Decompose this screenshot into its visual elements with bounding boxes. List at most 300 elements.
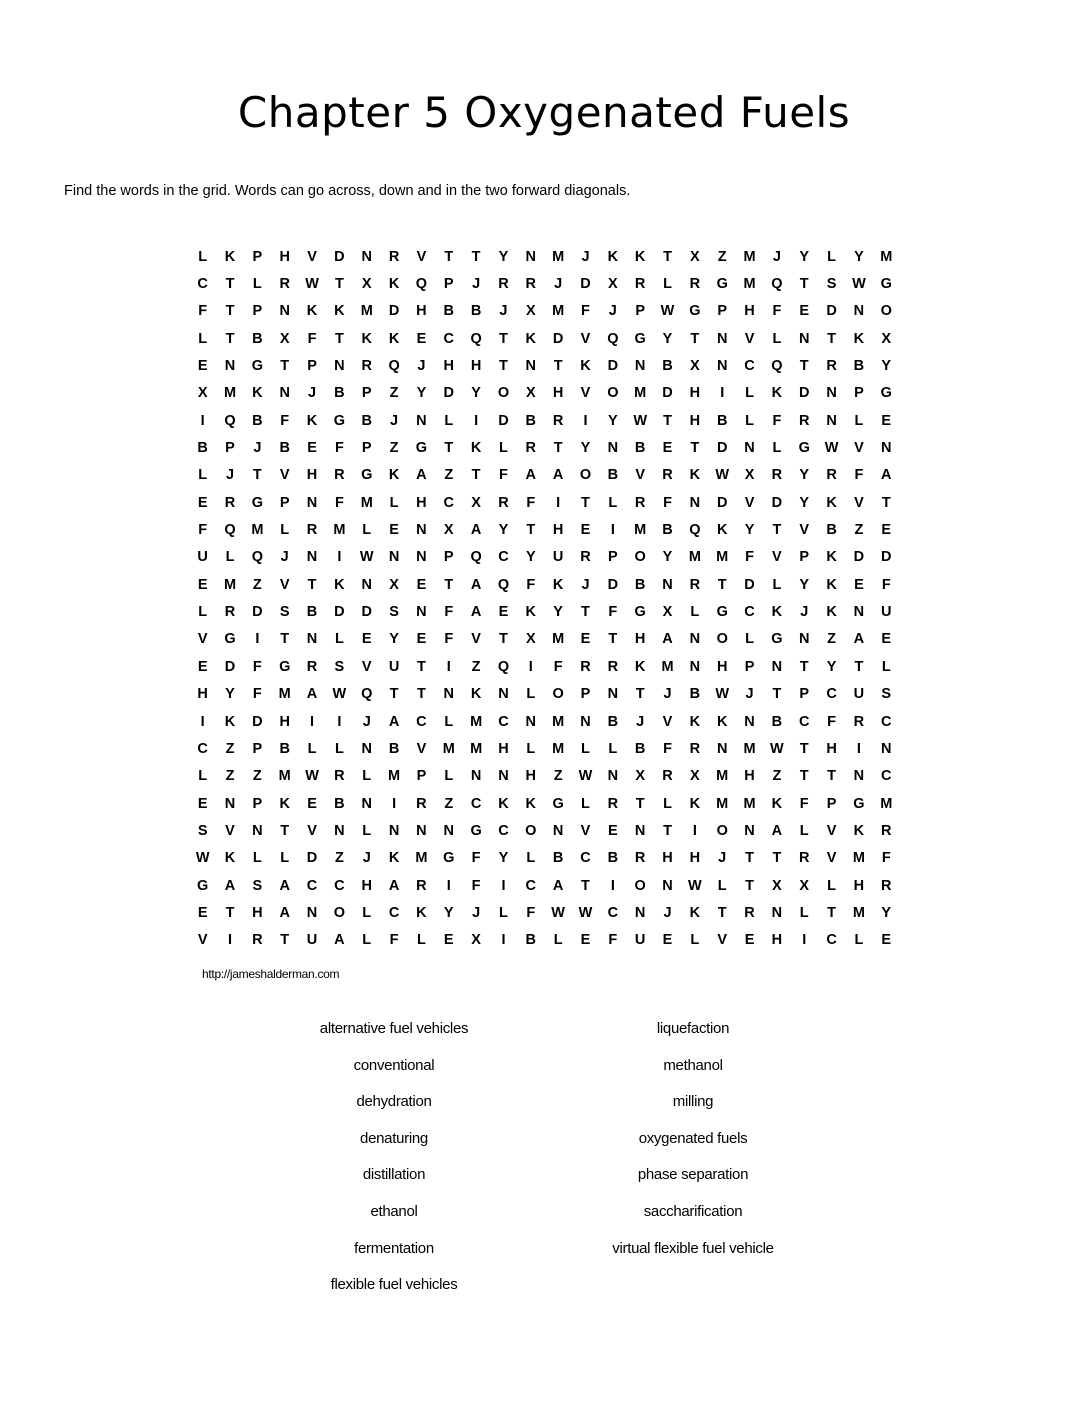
grid-letter: O <box>607 385 619 402</box>
grid-letter: C <box>470 795 482 812</box>
grid-row <box>189 626 900 653</box>
grid-letter: N <box>443 686 454 703</box>
grid-letter: N <box>525 248 537 265</box>
grid-letter: A <box>853 631 865 648</box>
grid-letter: F <box>444 631 454 648</box>
grid-letter: R <box>826 358 837 375</box>
grid-letter: M <box>223 385 237 402</box>
grid-letter: E <box>498 604 509 621</box>
grid-letter: T <box>690 440 700 457</box>
grid-letter: N <box>716 330 728 347</box>
grid-letter: K <box>498 795 509 812</box>
grid-letter: G <box>771 631 783 648</box>
grid-letter: N <box>252 822 263 839</box>
grid-letter: N <box>689 631 701 648</box>
grid-letter: F <box>663 494 672 511</box>
grid-letter: N <box>306 494 318 511</box>
grid-letter: O <box>552 686 564 703</box>
grid-letter: L <box>444 713 454 730</box>
grid-letter: C <box>744 358 755 375</box>
grid-letter: N <box>334 358 345 375</box>
grid-letter: C <box>388 904 400 921</box>
grid-letter: L <box>499 904 508 921</box>
grid-letter: E <box>389 522 399 539</box>
grid-letter: T <box>225 303 235 320</box>
grid-letter: Y <box>498 248 509 265</box>
grid-letter: L <box>745 385 754 402</box>
grid-letter: E <box>416 631 427 648</box>
grid-letter: M <box>470 713 483 730</box>
grid-letter: N <box>881 440 892 457</box>
grid-letter: V <box>854 440 864 457</box>
grid-letter: L <box>745 412 754 429</box>
grid-letter: L <box>772 330 782 347</box>
grid-letter: E <box>197 494 208 511</box>
grid-letter: T <box>799 768 809 785</box>
grid-letter: K <box>853 330 865 347</box>
grid-letter: G <box>470 822 482 839</box>
grid-letter: X <box>744 467 755 484</box>
grid-letter: M <box>852 850 865 867</box>
grid-letter: D <box>334 248 345 265</box>
grid-letter: R <box>334 768 345 785</box>
grid-letter: H <box>416 303 427 320</box>
grid-letter: L <box>198 248 208 265</box>
grid-letter: H <box>443 358 454 375</box>
grid-letter: N <box>798 631 810 648</box>
grid-letter: T <box>799 276 809 293</box>
grid-letter: D <box>716 440 728 457</box>
grid-letter: F <box>198 303 208 320</box>
grid-letter: N <box>634 358 646 375</box>
grid-letter: N <box>634 904 646 921</box>
grid-letter: Y <box>416 385 427 402</box>
grid-letter: S <box>279 604 290 621</box>
grid-letter: J <box>800 604 809 621</box>
grid-letter: X <box>772 877 782 894</box>
grid-letter: J <box>390 412 399 429</box>
grid-letter: G <box>251 358 263 375</box>
grid-row <box>189 516 900 543</box>
grid-letter: S <box>252 877 263 894</box>
grid-letter: V <box>197 932 208 949</box>
grid-letter: X <box>690 768 700 785</box>
grid-letter: F <box>444 604 454 621</box>
grid-letter: X <box>389 576 399 593</box>
grid-letter: D <box>826 303 837 320</box>
grid-letter: D <box>443 385 454 402</box>
grid-letter: B <box>552 850 564 867</box>
grid-letter: F <box>471 850 481 867</box>
grid-letter: V <box>662 713 673 730</box>
grid-letter: U <box>306 932 318 949</box>
grid-letter: K <box>306 303 318 320</box>
grid-letter: F <box>663 740 672 757</box>
grid-letter: N <box>853 303 865 320</box>
grid-letter: Z <box>854 522 864 539</box>
grid-letter: P <box>799 686 810 703</box>
grid-letter: T <box>745 850 754 867</box>
grid-letter: K <box>416 904 427 921</box>
grid-letter: L <box>772 440 782 457</box>
grid-letter: I <box>200 412 205 429</box>
grid-letter: P <box>252 248 263 265</box>
grid-letter: F <box>252 658 262 675</box>
grid-letter: C <box>197 740 208 757</box>
grid-letter: V <box>307 822 317 839</box>
grid-letter: X <box>279 330 290 347</box>
grid-row <box>189 462 900 489</box>
grid-letter: K <box>826 576 837 593</box>
grid-letter: L <box>799 904 809 921</box>
grid-letter: K <box>634 248 646 265</box>
grid-letter: G <box>415 440 428 457</box>
grid-letter: V <box>416 248 427 265</box>
grid-letter: P <box>225 440 235 457</box>
grid-letter: G <box>361 467 373 484</box>
grid-letter: R <box>798 412 810 429</box>
grid-letter: M <box>251 522 264 539</box>
grid-letter: N <box>798 330 810 347</box>
grid-letter: T <box>717 904 727 921</box>
grid-letter: K <box>224 850 236 867</box>
grid-letter: M <box>716 768 729 785</box>
grid-letter: R <box>662 467 673 484</box>
grid-letter: G <box>716 276 728 293</box>
grid-letter: P <box>607 549 618 566</box>
grid-letter: T <box>663 248 672 265</box>
grid-letter: L <box>198 467 208 484</box>
grid-letter: R <box>634 850 646 867</box>
grid-letter: E <box>580 522 591 539</box>
grid-letter: J <box>636 713 645 730</box>
grid-letter: X <box>525 303 536 320</box>
grid-row <box>189 845 900 872</box>
grid-letter: L <box>526 740 536 757</box>
grid-letter: X <box>443 522 454 539</box>
grid-letter: D <box>853 549 865 566</box>
grid-letter: K <box>388 330 400 347</box>
word-list-item: distillation <box>362 1166 426 1184</box>
grid-letter: Z <box>252 576 262 593</box>
grid-letter: K <box>634 658 646 675</box>
grid-letter: C <box>443 330 454 347</box>
grid-letter: P <box>717 303 728 320</box>
grid-letter: F <box>526 904 536 921</box>
grid-letter: V <box>361 658 372 675</box>
grid-letter: Q <box>771 358 783 375</box>
grid-letter: F <box>608 932 618 949</box>
word-list-item: milling <box>672 1093 714 1111</box>
grid-letter: L <box>827 248 836 265</box>
word-list-item: conventional <box>353 1056 435 1074</box>
grid-letter: L <box>334 631 344 648</box>
word-search-grid <box>189 243 900 954</box>
grid-letter: N <box>716 740 728 757</box>
grid-letter: C <box>498 713 509 730</box>
grid-letter: T <box>471 467 481 484</box>
grid-letter: Y <box>525 549 536 566</box>
grid-letter: G <box>798 440 810 457</box>
grid-letter: R <box>881 822 892 839</box>
grid-letter: B <box>634 440 646 457</box>
grid-letter: G <box>634 604 646 621</box>
grid-letter: D <box>552 330 564 347</box>
grid-letter: H <box>197 686 208 703</box>
grid-letter: L <box>198 604 208 621</box>
grid-letter: K <box>306 412 318 429</box>
grid-letter: D <box>771 494 783 511</box>
grid-letter: K <box>716 522 728 539</box>
grid-letter: Q <box>224 412 236 429</box>
grid-letter: T <box>581 604 590 621</box>
grid-letter: M <box>716 795 729 812</box>
grid-letter: N <box>744 713 755 730</box>
grid-letter: X <box>525 631 536 648</box>
grid-letter: B <box>826 522 837 539</box>
grid-letter: P <box>580 686 591 703</box>
grid-letter: H <box>689 412 701 429</box>
grid-letter: Y <box>662 549 673 566</box>
grid-letter: W <box>852 276 866 293</box>
grid-letter: F <box>198 522 208 539</box>
grid-letter: Q <box>607 330 619 347</box>
grid-letter: E <box>607 822 618 839</box>
grid-letter: T <box>772 850 782 867</box>
grid-letter: R <box>498 276 509 293</box>
grid-letter: Y <box>881 358 892 375</box>
grid-letter: T <box>581 494 590 511</box>
grid-letter: K <box>771 385 783 402</box>
grid-letter: B <box>525 932 537 949</box>
grid-letter: K <box>716 713 728 730</box>
grid-letter: N <box>279 385 290 402</box>
grid-letter: N <box>416 604 427 621</box>
grid-letter: T <box>799 658 809 675</box>
grid-letter: V <box>799 522 810 539</box>
grid-letter: V <box>635 467 645 484</box>
grid-letter: M <box>278 768 291 785</box>
grid-letter: H <box>416 494 427 511</box>
grid-letter: L <box>663 795 672 812</box>
grid-letter: V <box>279 576 290 593</box>
grid-letter: E <box>799 303 810 320</box>
grid-letter: N <box>744 440 755 457</box>
grid-letter: J <box>280 549 289 566</box>
grid-letter: I <box>255 631 260 648</box>
grid-letter: T <box>307 576 317 593</box>
grid-letter: R <box>224 604 236 621</box>
grid-letter: X <box>799 877 810 894</box>
grid-letter: Q <box>497 576 510 593</box>
grid-letter: T <box>416 658 426 675</box>
grid-letter: E <box>881 522 892 539</box>
grid-letter: T <box>526 522 536 539</box>
grid-letter: L <box>416 932 426 949</box>
grid-letter: S <box>197 822 208 839</box>
grid-letter: A <box>416 467 427 484</box>
grid-letter: X <box>525 385 536 402</box>
grid-letter: B <box>607 850 619 867</box>
grid-letter: B <box>853 358 865 375</box>
grid-letter: C <box>197 276 208 293</box>
grid-letter: L <box>444 768 454 785</box>
grid-letter: T <box>745 877 754 894</box>
grid-letter: N <box>853 604 865 621</box>
grid-letter: F <box>854 467 864 484</box>
grid-letter: K <box>771 795 783 812</box>
grid-row <box>189 270 900 297</box>
grid-row <box>189 708 900 735</box>
grid-letter: C <box>580 850 591 867</box>
grid-letter: V <box>225 822 235 839</box>
grid-letter: D <box>798 385 810 402</box>
grid-letter: E <box>443 932 454 949</box>
grid-letter: B <box>388 740 400 757</box>
grid-letter: T <box>690 330 700 347</box>
grid-letter: J <box>308 385 317 402</box>
grid-letter: H <box>552 385 564 402</box>
grid-letter: R <box>552 412 564 429</box>
grid-letter: T <box>280 358 290 375</box>
grid-letter: H <box>716 658 728 675</box>
grid-letter: N <box>334 822 345 839</box>
grid-letter: N <box>662 576 673 593</box>
grid-letter: F <box>526 494 536 511</box>
grid-letter: C <box>334 877 345 894</box>
grid-letter: N <box>552 822 564 839</box>
grid-letter: W <box>195 850 210 867</box>
grid-letter: R <box>334 467 345 484</box>
grid-letter: L <box>553 932 563 949</box>
grid-letter: I <box>337 713 342 730</box>
grid-letter: R <box>388 248 400 265</box>
grid-row <box>189 790 900 817</box>
grid-letter: N <box>525 358 537 375</box>
grid-letter: N <box>716 358 728 375</box>
grid-letter: L <box>690 932 700 949</box>
grid-letter: A <box>662 631 673 648</box>
grid-row <box>189 352 900 379</box>
grid-letter: T <box>416 686 426 703</box>
grid-letter: Q <box>361 686 373 703</box>
grid-letter: K <box>279 795 290 812</box>
grid-letter: V <box>580 330 591 347</box>
grid-letter: G <box>716 604 728 621</box>
grid-letter: E <box>307 795 317 812</box>
grid-letter: H <box>306 467 318 484</box>
word-list-item: flexible fuel vehicles <box>330 1276 458 1294</box>
grid-letter: P <box>826 795 837 812</box>
word-list-right <box>543 1020 843 1276</box>
grid-letter: H <box>470 358 482 375</box>
grid-letter: P <box>307 358 317 375</box>
grid-letter: K <box>525 330 537 347</box>
grid-letter: W <box>578 768 593 785</box>
grid-letter: H <box>252 904 263 921</box>
grid-letter: T <box>581 877 590 894</box>
grid-letter: C <box>826 686 837 703</box>
grid-letter: D <box>334 604 345 621</box>
grid-letter: K <box>224 713 236 730</box>
grid-letter: E <box>662 440 673 457</box>
grid-letter: K <box>388 467 400 484</box>
grid-letter: R <box>525 440 537 457</box>
grid-letter: D <box>388 303 400 320</box>
grid-letter: N <box>224 358 236 375</box>
grid-letter: A <box>470 604 482 621</box>
page-title: Chapter 5 Oxygenated Fuels <box>237 88 851 137</box>
grid-letter: G <box>251 494 263 511</box>
grid-letter: B <box>607 467 619 484</box>
grid-letter: Z <box>553 768 563 785</box>
grid-letter: R <box>607 658 619 675</box>
grid-letter: N <box>306 631 318 648</box>
grid-letter: J <box>417 358 426 375</box>
grid-letter: R <box>580 549 591 566</box>
grid-letter: K <box>689 904 701 921</box>
grid-letter: I <box>802 932 807 949</box>
grid-row <box>189 298 900 325</box>
grid-letter: M <box>880 248 893 265</box>
grid-letter: G <box>880 276 892 293</box>
grid-row <box>189 872 900 899</box>
grid-letter: V <box>580 822 591 839</box>
grid-letter: R <box>689 740 701 757</box>
grid-letter: W <box>715 467 730 484</box>
grid-letter: M <box>360 303 373 320</box>
grid-letter: W <box>305 768 319 785</box>
grid-letter: P <box>252 303 263 320</box>
grid-letter: W <box>332 686 347 703</box>
grid-letter: F <box>471 877 481 894</box>
grid-letter: I <box>610 522 615 539</box>
grid-letter: I <box>692 822 697 839</box>
grid-letter: E <box>361 631 372 648</box>
grid-letter: T <box>252 467 262 484</box>
grid-letter: F <box>334 494 344 511</box>
grid-letter: H <box>662 850 673 867</box>
grid-letter: M <box>442 740 455 757</box>
grid-letter: N <box>416 522 427 539</box>
grid-letter: L <box>663 276 672 293</box>
grid-letter: R <box>224 494 236 511</box>
grid-letter: B <box>771 713 783 730</box>
grid-letter: U <box>853 686 865 703</box>
grid-letter: S <box>826 276 837 293</box>
grid-letter: V <box>772 549 782 566</box>
grid-letter: W <box>633 412 648 429</box>
grid-letter: T <box>499 330 508 347</box>
grid-letter: R <box>881 877 892 894</box>
grid-letter: P <box>416 768 427 785</box>
word-list-item: alternative fuel vehicles <box>319 1020 469 1037</box>
grid-letter: R <box>306 658 318 675</box>
grid-letter: L <box>252 850 262 867</box>
grid-letter: Y <box>389 631 399 648</box>
word-list-item: saccharification <box>643 1202 743 1220</box>
grid-letter: G <box>634 330 646 347</box>
grid-letter: H <box>279 248 290 265</box>
grid-letter: A <box>388 713 400 730</box>
grid-letter: C <box>826 932 837 949</box>
grid-letter: T <box>444 576 454 593</box>
grid-letter: R <box>689 276 701 293</box>
grid-letter: M <box>852 904 865 921</box>
grid-letter: H <box>689 385 701 402</box>
grid-letter: T <box>444 440 454 457</box>
grid-letter: I <box>228 932 233 949</box>
